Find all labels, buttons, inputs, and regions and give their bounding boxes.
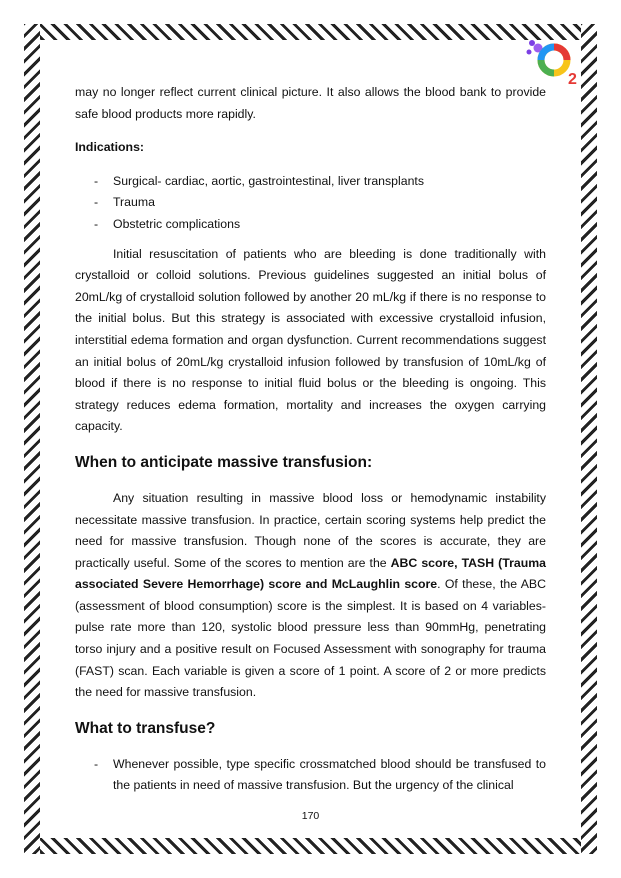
border-top: [24, 24, 597, 40]
list-item: - Whenever possible, type specific crossmatched blood should be transfused to the patients in need of massive transfusion. But the urgency of the clinical: [75, 754, 546, 797]
indications-list: [75, 171, 546, 236]
list-item: - Trauma: [75, 192, 546, 214]
intro-paragraph: may no longer reflect current clinical picture. It also allows the blood bank to provide safe blood products more rapidly.: [75, 85, 546, 121]
section-heading-anticipate: When to anticipate massive transfusion:: [75, 453, 373, 471]
indications-heading: Indications:: [75, 140, 145, 155]
svg-text:2: 2: [568, 71, 577, 88]
resuscitation-paragraph: Initial resuscitation of patients who are bleeding is done traditionally with crystalloid or colloid solutions. Previous guidelines suggested an initial bolus of 20mL/kg of crystalloid solution followed by another 20 mL/kg if there is no response to the initial bolus. But this strategy is associated with excessive crystalloid infusion, interstitial edema formation and organ dysfunction. Current recommendations suggest an initial bolus of 20mL/kg crystalloid infusion followed by transfusion of 10mL/kg of blood if there is no response to initial fluid bolus or the bleeding is ongoing. This strategy reduces edema formation, mortality and increases the oxygen carrying capacity.: [75, 246, 546, 434]
list-item: - Obstetric complications: [75, 214, 546, 236]
anticipate-text-2: . Of these, the ABC (assessment of blood consumption) score is the simplest. It is based on 4 variables- pulse rate more than 120, systolic blood pressure less than 90mmHg, penetrating torso injury and a positive result on Focused Assessment with sonography for trauma (FAST) scan. Each variable is given a score of 1 point. A score of 2 or more predicts the need for massive transfusion.: [75, 577, 546, 700]
anticipate-text-1: Any situation resulting in massive blood loss or hemodynamic instability necessitate massive transfusion. In practice, certain scoring systems help predict the need for massive transfusion. Though none of the scores is accurate, they are practically useful. Some of the scores to mention are the: [75, 490, 546, 570]
anticipate-paragraph: [75, 488, 546, 704]
o2-logo-icon: [524, 38, 578, 88]
scores-bold-text: ABC score, TASH (Trauma associated Severe Hemorrhage) score and McLaughlin score: [75, 555, 546, 592]
border-left: [24, 24, 40, 854]
page-content: [75, 82, 546, 805]
border-right: [581, 24, 597, 854]
border-bottom: [24, 838, 597, 854]
transfuse-list: [75, 754, 546, 797]
section-heading-transfuse: What to transfuse?: [75, 719, 216, 737]
page-number: 170: [301, 810, 320, 822]
list-item: - Surgical- cardiac, aortic, gastrointestinal, liver transplants: [75, 171, 546, 193]
